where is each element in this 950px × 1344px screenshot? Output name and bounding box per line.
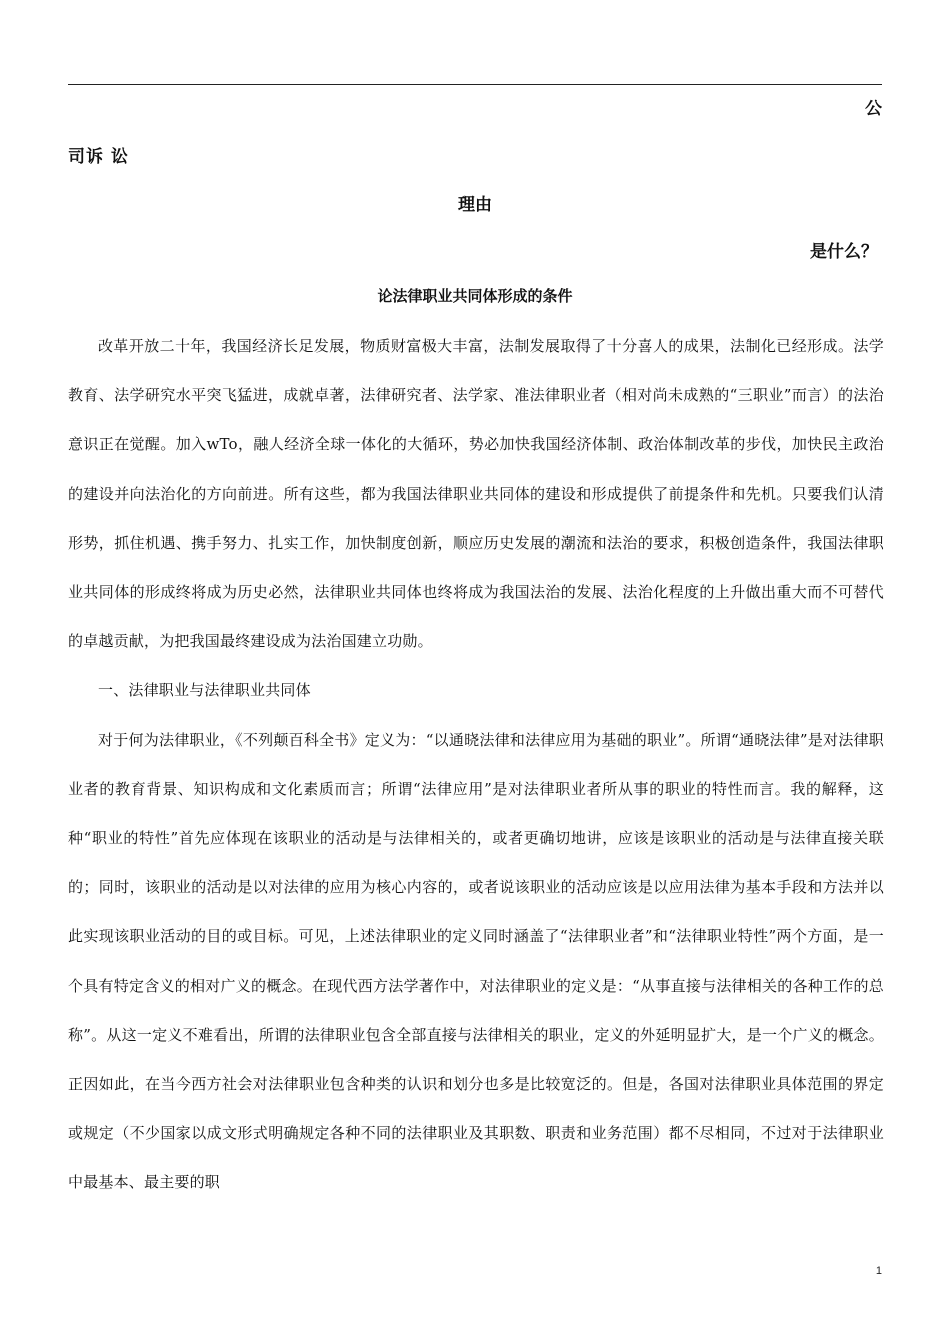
- page-number: 1: [875, 1265, 882, 1277]
- paragraph-definition: 对于何为法律职业，《不列颠百科全书》定义为：“以通晓法律和法律应用为基础的职业”。所谓“通晓法律”是对法律职业者的教育背景、知识构成和文化素质而言；所谓“法律应用”是对法律职业者所从事的职业的特性而言。我的解释，这种“职业的特性”首先应体现在该职业的活动是与法律相关的，或者更确切地讲，应该是该职业的活动是与法律直接关联的；同时，该职业的活动是以对法律的应用为核心内容的，或者说该职业的活动应该是以应用法律为基本手段和方法并以此实现该职业活动的目的或目标。可见，上述法律职业的定义同时涵盖了“法律职业者”和“法律职业特性”两个方面，是一个具有特定含义的相对广义的概念。在现代西方法学著作中，对法律职业的定义是：“从事直接与法律相关的各种工作的总称”。从这一定义不难看出，所谓的法律职业包含全部直接与法律相关的职业，定义的外延明显扩大，是一个广义的概念。正因如此，在当今西方社会对法律职业包含种类的认识和划分也多是比较宽泛的。但是，各国对法律职业具体范围的界定或规定（不少国家以成文形式明确规定各种不同的法律职业及其职数、职责和业务范围）都不尽相同，不过对于法律职业中最基本、最主要的职: [68, 730, 884, 1192]
- section-heading: 一、法律职业与法律职业共同体: [98, 681, 311, 700]
- heading-fragment-2: 司诉 讼: [68, 147, 129, 167]
- heading-fragment-4: 是什么？: [810, 242, 878, 262]
- heading-fragment-3: 理由: [458, 195, 492, 215]
- header-rule: [68, 84, 882, 85]
- paragraph-intro: 改革开放二十年，我国经济长足发展，物质财富极大丰富，法制发展取得了十分喜人的成果，法制化已经形成。法学教育、法学研究水平突飞猛进，成就卓著，法律研究者、法学家、准法律职业者（相对尚未成熟的“三职业”而言）的法治意识正在觉醒。加入wTo，融人经济全球一体化的大循环，势必加快我国经济体制、政治体制改革的步伐，加快民主政治的建设并向法治化的方向前进。所有这些，都为我国法律职业共同体的建设和形成提供了前提条件和先机。只要我们认清形势，抓住机遇、携手努力、扎实工作，加快制度创新，顺应历史发展的潮流和法治的要求，积极创造条件，我国法律职业共同体的形成终将成为历史必然，法律职业共同体也终将成为我国法治的发展、法治化程度的上升做出重大而不可替代的卓越贡献，为把我国最终建设成为法治国建立功勋。: [68, 337, 884, 651]
- heading-fragment-1: 公: [865, 99, 882, 119]
- document-title: 论法律职业共同体形成的条件: [377, 287, 573, 305]
- document-body: [68, 322, 884, 1208]
